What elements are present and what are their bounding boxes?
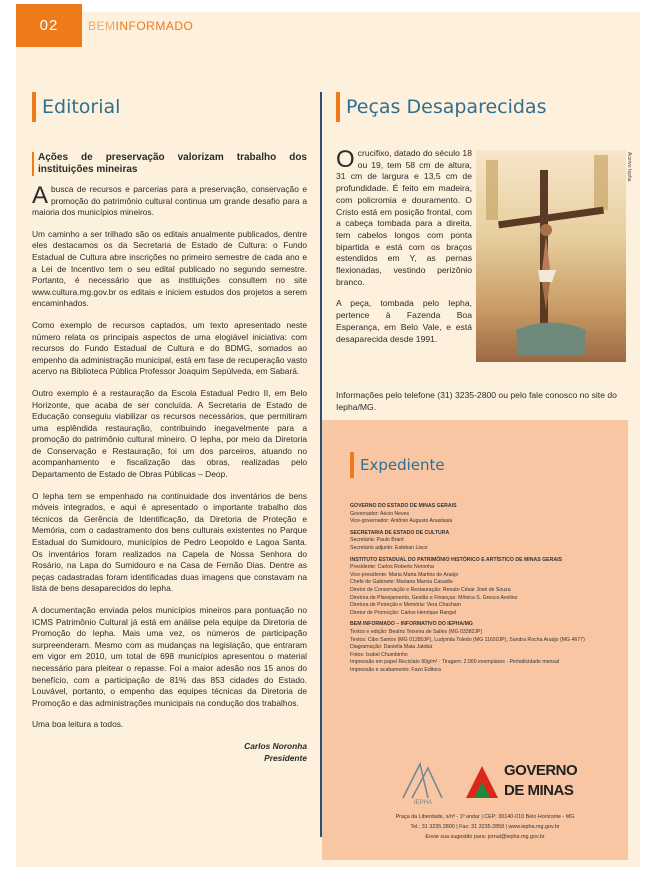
heading-accent-bar — [336, 92, 340, 122]
signature-name: Carlos Noronha — [244, 740, 307, 751]
expediente-credit-line: Secretário adjunto: Esteban Lisco — [350, 544, 428, 551]
expediente-section-heading: GOVERNO DO ESTADO DE MINAS GERAIS — [350, 503, 457, 509]
expediente-credit-line: Governador: Aécio Neves — [350, 510, 410, 517]
expediente-credit-line: Diagramação: Daniella Maia Jatobá — [350, 644, 433, 651]
expediente-credit-line: Impressão e acabamento: Fazo Editora — [350, 666, 441, 673]
pecas-paragraph: A peça, tombada pelo Iepha, pertence à Fazenda Boa Esperança, em Belo Vale, e está desaparecida desde 1991. — [336, 298, 472, 344]
brand-part2: INFORMADO — [115, 19, 194, 33]
drop-cap: A — [32, 182, 49, 209]
editorial-closing: Uma boa leitura a todos. — [32, 719, 124, 730]
crucifix-illustration — [476, 150, 626, 362]
photo-credit: Acervo Iepha — [626, 152, 632, 182]
expediente-credit-line: Presidente: Carlos Roberto Noronha — [350, 564, 434, 571]
governo-logo-line2: DE MINAS — [504, 782, 574, 799]
pecas-heading — [336, 92, 546, 122]
crucifix-photo — [476, 150, 626, 362]
page-number: 02 — [16, 4, 82, 47]
footer-contact: Tel.: 31 3235.2800 | Fax: 31 3235.2858 | www.iepha.mg.gov.br — [410, 824, 560, 830]
expediente-credit-line: Diretora de Proteção e Memória: Vera Chacham — [350, 602, 462, 609]
expediente-credit-line: Vice-governador: Antônio Augusto Anastasia — [350, 518, 453, 525]
logos-row — [398, 756, 618, 811]
governo-minas-logo — [464, 760, 584, 804]
pecas-info: Informações pelo telefone (31) 3235-2800 ou pelo fale conosco no site do Iepha/MG. — [336, 390, 617, 412]
expediente-section-heading: BEM INFORMADO – INFORMATIVO DO IEPHA/MG — [350, 621, 473, 628]
paragraph-text: crucifixo, datado do século 18 ou 19, tem 58 cm de altura, 31 cm de largura e 13,5 cm de profundidade. É feito em madeira, com policromia e douramento. O Cristo está em posição frontal, com a cabeça tombada para a direita, tem cabelos longos com ponta bipartida e está com os braços estendidos em Y, as pernas flexionadas, vestindo perizônio branco. — [336, 148, 472, 287]
editorial-paragraph: O Iepha tem se empenhado na continuidade dos inventários de bens móveis integrados, e aqui é apresentado o importante trabalho dos técnicos da Gerência de Identificação, da Diretoria de Proteção e Memória, com o cadastramento dos bens culturais existentes no Parque Estadual do Sumidouro, municípios de Pedro Leopoldo e Lagoa Santa. Os inventários foram realizados na Capela de Nossa Senhora do Rosário, na Lapa do Sumidouro e na Casa de Fernão Dias. Dentre as peças cadastradas foram identificadas duas imagens que constavam na lista de bens desaparecidos do Iepha. — [32, 490, 307, 594]
editorial-paragraph: Um caminho a ser trilhado são os editais anualmente publicados, dentre eles destacamos os da Secretaria de Estado de Cultura: o Fundo Estadual de Cultura abre inscrições no primeiro semestre de cada ano e a Lei de Incentivo tem o seu edital publicado no segundo semestre. Portanto, é necessário que as instituições consultem no site www.cultura.mg.gov.br os editais e iniciem estudos dos projetos a serem encaminhados. — [32, 228, 307, 309]
editorial-heading — [32, 92, 120, 122]
governo-minas-triangle-icon — [464, 764, 500, 800]
iepha-logo-icon — [398, 756, 448, 806]
heading-accent-bar — [350, 452, 354, 478]
drop-cap: O — [336, 146, 355, 173]
editorial-paragraph: Como exemplo de recursos captados, um texto apresentado neste número relata os principais aspectos de uma elogiável iniciativa: com recursos do Fundo Estadual de Cultura e do BDMG, somados ao empenho da administração municipal, está em fase de recuperação vasto acervo na Biblioteca Pública Professor Joaquim Sepúlveda, em Sabará. — [32, 319, 307, 377]
signature-role: Presidente — [264, 752, 307, 763]
pecas-body — [336, 148, 472, 355]
expediente-credit-line: Diretora de Planejamento, Gestão e Finanças: Mônica S. Gresco Avelino — [350, 594, 518, 601]
expediente-credit-line: Vice-presidente: Maria Marta Martins de Araújo — [350, 571, 459, 578]
expediente-section-heading: INSTITUTO ESTADUAL DO PATRIMÔNIO HISTÓRICO E ARTÍSTICO DE MINAS GERAIS — [350, 556, 563, 563]
expediente-section-heading: SECRETARIA DE ESTADO DE CULTURA — [350, 529, 450, 536]
expediente-title: Expediente — [360, 456, 445, 474]
expediente-credit-line: Chefe de Gabinete: Mariana Marcia Casadio — [350, 579, 453, 586]
expediente-credit-line: Fotos: Isabel Chumbinho — [350, 651, 408, 658]
editorial-title: Editorial — [42, 96, 121, 118]
brand-part1: BEM — [88, 19, 116, 33]
footer-address: Praça da Liberdade, s/nº - 1º andar | CEP: 30140-010 Belo Horizonte - MG — [395, 814, 575, 820]
expediente-credit-line: Impressão em papel Reciclato 90g/m² · Tiragem: 2.000 exemplares · Periodicidade mensal — [350, 659, 560, 666]
governo-logo-line1: GOVERNO — [504, 762, 578, 779]
brand-logo — [88, 19, 193, 33]
pecas-paragraph — [336, 148, 472, 288]
editorial-subtitle: Ações de preservação valorizam trabalho dos instituições mineiras — [32, 152, 307, 176]
expediente-credits — [350, 503, 620, 674]
paragraph-text: busca de recursos e parcerias para a preservação, conservação e promoção do patrimônio cultural continua um grande desafio para a maioria dos municípios mineiros. — [32, 184, 307, 218]
expediente-heading — [350, 452, 445, 478]
editorial-body — [32, 152, 307, 764]
heading-accent-bar — [32, 92, 36, 122]
expediente-credit-line: Textos e edição: Beatriz Teixeira de Salles (MG 03382JP) — [350, 628, 483, 635]
editorial-paragraph: A documentação enviada pelos municípios mineiros para pontuação no ICMS Patrimônio Cultural já está em análise pela equipe da Diretoria de Promoção do Iepha. Mais uma vez, os números de participação surpreenderam. Mesmo com as mudanças na legislação, que entraram em vigor em 2010, um total de 698 municípios apresentou o material necessário para pleitear o repasse. Foi a maior adesão nos 15 anos do benefício, com a participação de 81% das 853 cidades do Estado. Louvável, portanto, o empenho das equipes técnicas da Diretoria de Promoção e das administrações municipais na condução dos trabalhos. — [32, 605, 307, 708]
footer-email: Envie sua sugestão para: jornal@iepha.mg.gov.br — [425, 834, 545, 840]
editorial-paragraph: Outro exemplo é a restauração da Escola Estadual Pedro II, em Belo Horizonte, que acaba de ser concluída. A Secretaria de Estado de Educação conseguiu viabilizar os recursos necessários, que permitiram uma esplêndida restauração, contribuindo inegavelmente para a promoção do patrimônio cultural mineiro. O Iepha, por meio da Diretoria de Conservação e Restauração, foi um dos parceiros, atuando no acompanhamento e fiscalização das obras, realizadas pelo Departamento de Estado de Obras Públicas – Deop. — [32, 387, 307, 480]
iepha-logo — [398, 756, 448, 806]
expediente-credit-line: Textos: Cibo Santos (MG 01280JP), Ludymila Toledo (MG 11650JP), Sandra Rocha Araújo (MG 4677) — [350, 636, 585, 643]
pecas-title: Peças Desaparecidas — [346, 96, 547, 118]
expediente-credit-line: Secretária: Paulo Brant — [350, 537, 404, 544]
expediente-credit-line: Diretor de Promoção: Carlos Henrique Rangel — [350, 609, 457, 616]
iepha-logo-text: IEPHA — [413, 800, 433, 806]
expediente-credit-line: Diretor de Conservação e Restauração: Renato César José de Souza — [350, 586, 511, 593]
editorial-paragraph — [32, 184, 307, 219]
expediente-footer — [350, 812, 620, 842]
